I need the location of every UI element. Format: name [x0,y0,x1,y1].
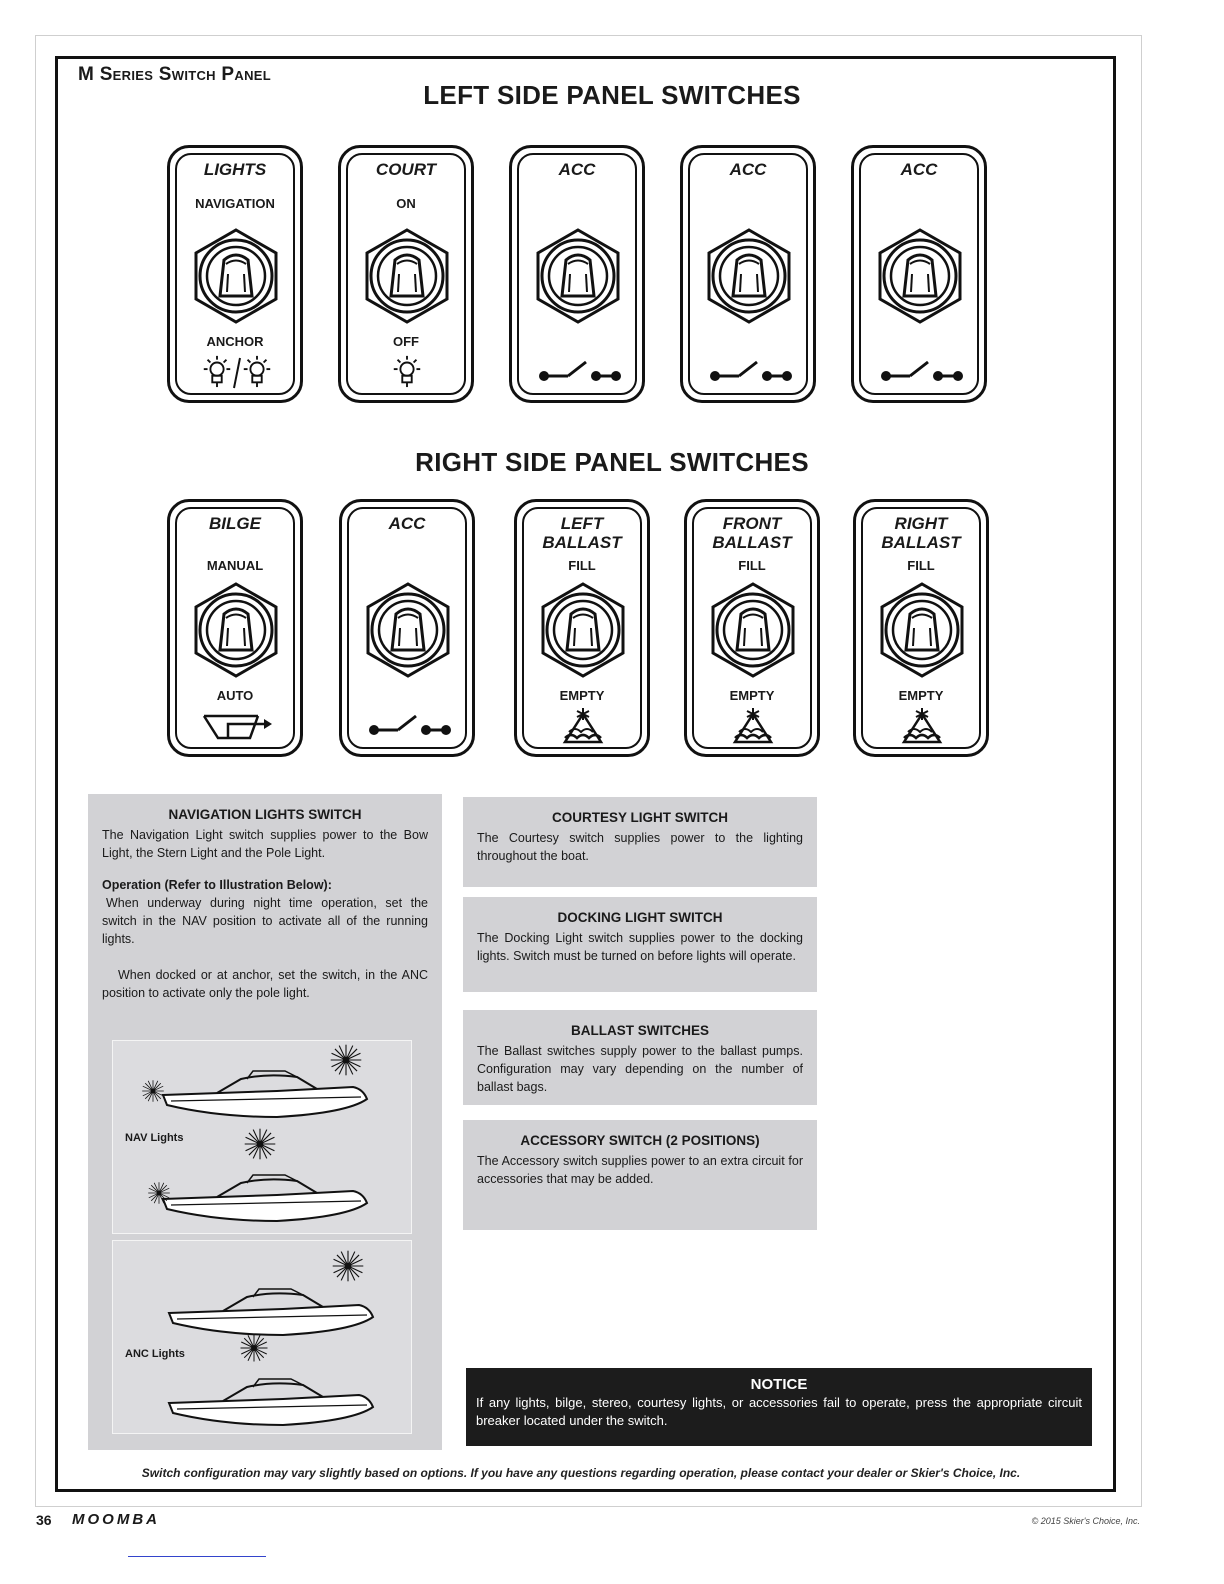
copyright: © 2015 Skier's Choice, Inc. [1031,1516,1140,1526]
accessory-circuit-icon [530,354,626,390]
rocker-toggle-icon [186,580,286,680]
anc-lights-illustration [112,1240,412,1434]
ballast-switches-box [463,1010,817,1105]
switch-bottom-label: EMPTY [559,688,605,703]
rocker-toggle-icon [533,580,633,680]
accessory-switch-box [463,1120,817,1230]
box-body: The Accessory switch supplies power to an extra circuit for accessories that may be added. [477,1154,803,1186]
page-number: 36 [36,1512,52,1528]
ballast-tank-icon [874,708,970,744]
switch-acc-1 [509,145,645,403]
rocker-toggle-icon [528,226,628,326]
accessory-circuit-icon [872,354,968,390]
switch-title: ACC [558,160,596,179]
operation-text: When docked or at anchor, set the switch, in the ANC position to activate only the pole light. [102,968,428,1000]
switch-bilge [167,499,303,757]
switch-acc-2 [680,145,816,403]
switch-right-ballast [853,499,989,757]
section-label: M Series Switch Panel [78,64,271,85]
rocker-toggle-icon [357,226,457,326]
switch-top-label: FILL [907,558,935,573]
divider-line [128,1556,266,1557]
box-title: NAVIGATION LIGHTS SWITCH [168,807,362,822]
switch-bottom-label: EMPTY [729,688,775,703]
switch-top-label: ON [396,196,416,211]
box-body: The Ballast switches supply power to the ballast pumps. Configuration may vary depending on the number of ballast bags. [477,1044,803,1094]
switch-front-ballast [684,499,820,757]
ballast-tank-icon [705,708,801,744]
box-title: BALLAST SWITCHES [571,1023,709,1038]
box-title: ACCESSORY SWITCH (2 POSITIONS) [520,1133,760,1148]
switch-title: ACC [388,514,426,533]
light-burst-icon [239,1333,269,1363]
courtesy-light-box [463,797,817,887]
switch-acc-4 [339,499,475,757]
notice-title: NOTICE [750,1376,808,1393]
switch-top-label: MANUAL [206,558,264,573]
switch-acc-3 [851,145,987,403]
rocker-toggle-icon [186,226,286,326]
switch-bottom-label: ANCHOR [206,334,264,349]
light-burst-icon [331,1249,365,1283]
box-body: The Docking Light switch supplies power to the docking lights. Switch must be turned on before lights will operate. [477,931,803,963]
light-burst-icon [141,1079,165,1103]
switch-title: ACC [729,160,767,179]
switch-title: ACC [900,160,938,179]
switch-title: LIGHTS [203,160,267,179]
anc-lights-label: ANC Lights [125,1348,185,1360]
right-panel-title: RIGHT SIDE PANEL SWITCHES [415,447,809,477]
brand-logo: MOOMBA [72,1511,160,1528]
rocker-toggle-icon [358,580,458,680]
light-burst-icon [147,1181,171,1205]
light-burst-icon [243,1127,277,1161]
nav-lights-illustration [112,1040,412,1234]
rocker-toggle-icon [872,580,972,680]
nav-anchor-lights-icon [188,354,284,390]
switch-bottom-label: AUTO [216,688,254,703]
box-title: DOCKING LIGHT SWITCH [557,910,723,925]
switch-left-ballast [514,499,650,757]
switch-top-label: FILL [568,558,596,573]
box-title: COURTESY LIGHT SWITCH [551,810,728,825]
light-burst-icon [329,1043,363,1077]
courtesy-light-icon [359,354,455,390]
switch-title: RIGHT BALLAST [881,514,961,552]
box-body: The Navigation Light switch supplies power to the Bow Light, the Stern Light and the Pole Light. [102,828,428,860]
notice-body: If any lights, bilge, stereo, courtesy lights, or accessories fail to operate, press the appropriate circuit breaker located under the switch. [476,1395,1082,1428]
docking-light-box [463,897,817,992]
rocker-toggle-icon [703,580,803,680]
operation-text: When underway during night time operation, set the switch in the NAV position to activate all of the running lights. [102,896,428,946]
navigation-lights-box [88,794,442,1450]
switch-courtesy [338,145,474,403]
switch-bottom-label: EMPTY [898,688,944,703]
rocker-toggle-icon [870,226,970,326]
notice-box [466,1368,1092,1446]
boat-icon [163,1357,383,1431]
ballast-tank-icon [535,708,631,744]
switch-top-label: NAVIGATION [195,196,275,211]
switch-title: COURT [375,160,437,179]
left-panel-title: LEFT SIDE PANEL SWITCHES [423,80,801,110]
accessory-circuit-icon [701,354,797,390]
operation-heading: Operation (Refer to Illustration Below): [102,878,332,892]
bilge-pump-icon [188,708,284,744]
footer-note: Switch configuration may vary slightly based on options. If you have any questions regarding operation, please contact your dealer or Skier's Choice, Inc. [141,1466,1021,1480]
accessory-circuit-icon [360,708,456,744]
switch-title: LEFT BALLAST [542,514,622,552]
rocker-toggle-icon [699,226,799,326]
switch-lights [167,145,303,403]
boat-icon [157,1153,377,1227]
nav-lights-label: NAV Lights [125,1132,184,1144]
switch-bottom-label: OFF [393,334,419,349]
switch-title: BILGE [209,514,261,533]
switch-top-label: FILL [738,558,766,573]
box-body: The Courtesy switch supplies power to the lighting throughout the boat. [477,831,803,863]
switch-title: FRONT BALLAST [712,514,792,552]
